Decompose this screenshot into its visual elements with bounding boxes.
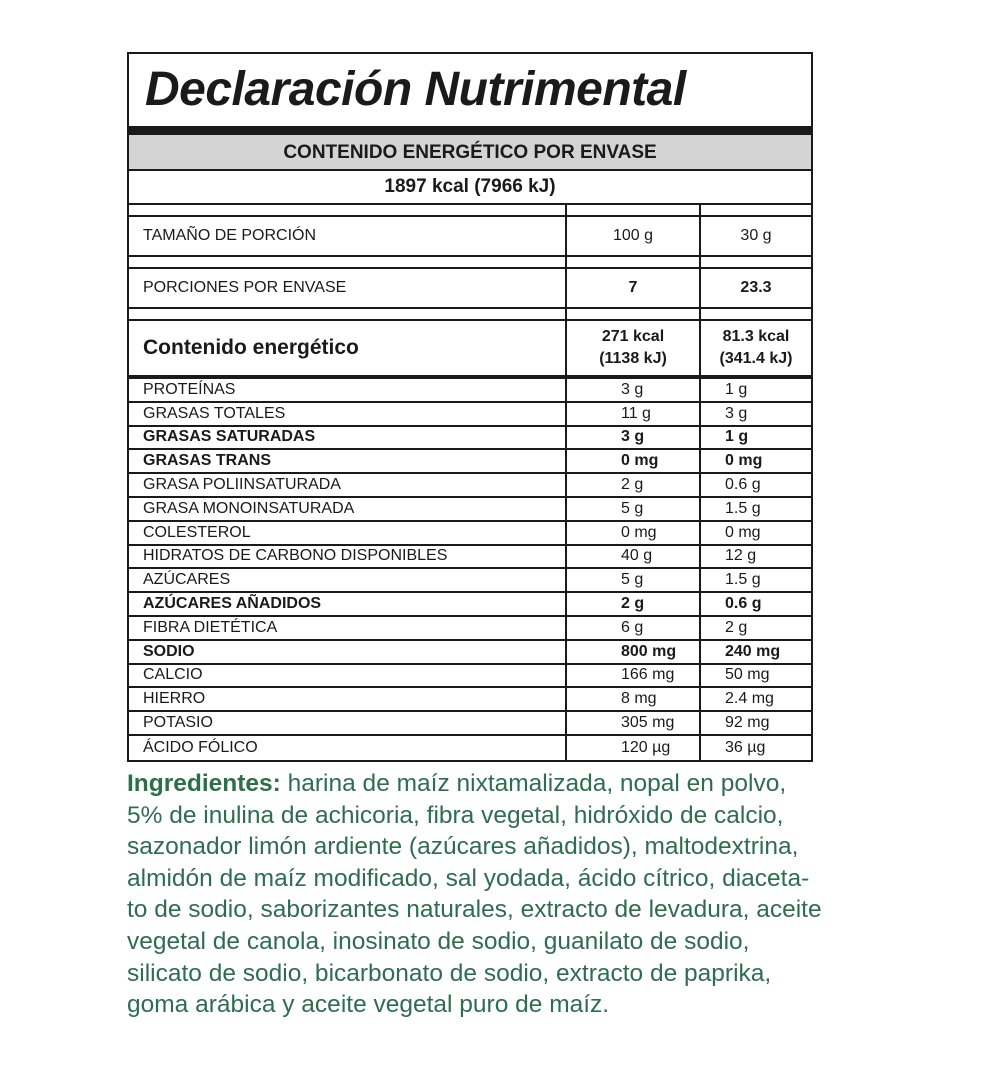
nutrient-value-col1-text: 305 mg	[621, 714, 675, 732]
nutrient-value-col2-text: 0 mg	[725, 523, 761, 541]
nutrient-name: AZÚCARES	[129, 569, 567, 591]
nutrient-value-col2-text: 12 g	[725, 547, 757, 565]
portions-col1: 7	[567, 269, 701, 307]
table-row	[129, 403, 811, 427]
nutrient-value-col2-text: 1.5 g	[725, 571, 761, 589]
nutrient-name: CALCIO	[129, 665, 567, 687]
nutrient-value-col2	[701, 450, 811, 472]
nutrient-value-col1-text: 166 mg	[621, 666, 675, 684]
label-title: Declaración Nutrimental	[129, 54, 811, 135]
table-spacer	[129, 257, 811, 269]
nutrient-value-col2-text: 1.5 g	[725, 499, 761, 517]
nutrient-value-col1	[567, 474, 701, 496]
table-row	[129, 593, 811, 617]
table-spacer	[129, 309, 811, 321]
nutrient-value-col1-text: 3 g	[621, 380, 644, 398]
nutrient-value-col1-text: 3 g	[621, 428, 645, 446]
nutrient-value-col2	[701, 593, 811, 615]
nutrient-name: PROTEÍNAS	[129, 379, 567, 401]
nutrient-value-col1-text: 40 g	[621, 547, 653, 565]
nutrient-name: FIBRA DIETÉTICA	[129, 617, 567, 639]
nutrient-value-col1-text: 2 g	[621, 476, 644, 494]
nutrient-value-col2-text: 36 µg	[725, 738, 766, 756]
energy-col2-kj: (341.4 kJ)	[719, 350, 793, 367]
nutrient-value-col1	[567, 688, 701, 710]
nutrient-rows	[129, 379, 811, 760]
nutrient-value-col1-text: 8 mg	[621, 690, 657, 708]
table-row	[129, 712, 811, 736]
nutrient-value-col2-text: 2.4 mg	[725, 690, 774, 708]
nutrient-value-col2-text: 3 g	[725, 404, 748, 422]
energy-col2	[701, 321, 811, 375]
nutrient-value-col2-text: 1 g	[725, 380, 748, 398]
nutrient-name: AZÚCARES AÑADIDOS	[129, 593, 567, 615]
nutrient-value-col1-text: 120 µg	[621, 738, 671, 756]
nutrient-value-col2-text: 240 mg	[725, 642, 781, 660]
portions-row	[129, 269, 811, 309]
energy-per-package-value: 1897 kcal (7966 kJ)	[129, 171, 811, 205]
nutrient-value-col2	[701, 546, 811, 568]
nutrient-value-col2	[701, 688, 811, 710]
table-row	[129, 617, 811, 641]
serving-size-label: TAMAÑO DE PORCIÓN	[129, 217, 567, 255]
nutrient-value-col2	[701, 736, 811, 760]
nutrient-value-col2	[701, 617, 811, 639]
nutrient-value-col2-text: 2 g	[725, 618, 748, 636]
nutrition-label	[127, 52, 813, 762]
nutrient-name: ÁCIDO FÓLICO	[129, 736, 567, 760]
table-row	[129, 736, 811, 760]
energy-row	[129, 321, 811, 379]
nutrient-value-col2	[701, 522, 811, 544]
nutrient-value-col2	[701, 498, 811, 520]
energy-col2-kcal: 81.3 kcal	[722, 328, 790, 345]
table-row	[129, 450, 811, 474]
nutrient-value-col1	[567, 427, 701, 449]
energy-col1-kj: (1138 kJ)	[599, 350, 667, 367]
nutrient-value-col2-text: 0 mg	[725, 452, 763, 470]
table-row	[129, 688, 811, 712]
nutrient-value-col1-text: 6 g	[621, 618, 644, 636]
nutrient-value-col1-text: 0 mg	[621, 523, 657, 541]
nutrient-name: POTASIO	[129, 712, 567, 734]
nutrient-value-col1	[567, 450, 701, 472]
nutrient-value-col1-text: 0 mg	[621, 452, 659, 470]
energy-col1	[567, 321, 701, 375]
ingredients-list: harina de maíz nixtamalizada, nopal en polvo, 5% de inulina de achicoria, fibra vegetal, hidróxido de calcio, sazonador limón ardiente (azúcares añadidos), maltodextrina, almidón de maíz modificado, sal yodada, ácido cítrico, diaceta- to de sodio, saborizantes naturales, extracto de levadura, aceite vegetal de canola, inosinato de sodio, guanilato de sodio, silicato de sodio, bicarbonato de sodio, extracto de paprika, goma arábica y aceite vegetal puro de maíz.	[127, 770, 822, 1019]
nutrient-name: SODIO	[129, 641, 567, 663]
nutrient-name: GRASA MONOINSATURADA	[129, 498, 567, 520]
portions-label: PORCIONES POR ENVASE	[129, 269, 567, 307]
nutrient-value-col2-text: 50 mg	[725, 666, 770, 684]
nutrition-table	[129, 205, 811, 760]
nutrient-value-col1-text: 800 mg	[621, 642, 677, 660]
table-row	[129, 379, 811, 403]
serving-size-col2: 30 g	[740, 227, 772, 244]
ingredients-label: Ingredientes:	[127, 770, 281, 797]
table-row	[129, 641, 811, 665]
table-row	[129, 546, 811, 570]
nutrient-name: GRASAS TOTALES	[129, 403, 567, 425]
nutrient-value-col1-text: 5 g	[621, 571, 644, 589]
nutrient-value-col2	[701, 427, 811, 449]
ingredients-text	[127, 768, 917, 1021]
nutrient-name: COLESTEROL	[129, 522, 567, 544]
energy-per-package-header: CONTENIDO ENERGÉTICO POR ENVASE	[129, 135, 811, 171]
table-row	[129, 498, 811, 522]
nutrient-value-col1	[567, 546, 701, 568]
nutrient-value-col1	[567, 593, 701, 615]
table-row	[129, 522, 811, 546]
nutrient-name: GRASAS TRANS	[129, 450, 567, 472]
energy-col1-kcal: 271 kcal	[601, 328, 665, 345]
nutrient-value-col1	[567, 712, 701, 734]
nutrient-value-col1	[567, 498, 701, 520]
nutrient-value-col2	[701, 712, 811, 734]
nutrient-name: HIDRATOS DE CARBONO DISPONIBLES	[129, 546, 567, 568]
nutrient-value-col1-text: 11 g	[621, 404, 651, 422]
nutrient-value-col2	[701, 403, 811, 425]
table-spacer	[129, 205, 811, 217]
nutrient-name: GRASAS SATURADAS	[129, 427, 567, 449]
nutrient-value-col1	[567, 403, 701, 425]
nutrient-value-col1	[567, 665, 701, 687]
nutrient-value-col1	[567, 569, 701, 591]
nutrient-value-col1	[567, 379, 701, 401]
portions-col2: 23.3	[740, 279, 772, 296]
energy-label: Contenido energético	[129, 321, 567, 375]
table-row	[129, 427, 811, 451]
nutrient-value-col2	[701, 641, 811, 663]
nutrient-value-col2-text: 92 mg	[725, 714, 770, 732]
serving-size-col1: 100 g	[567, 217, 701, 255]
nutrient-value-col2-text: 1 g	[725, 428, 749, 446]
nutrient-value-col1	[567, 641, 701, 663]
nutrient-value-col2	[701, 665, 811, 687]
serving-size-row	[129, 217, 811, 257]
nutrient-value-col1	[567, 736, 701, 760]
nutrient-value-col1-text: 5 g	[621, 499, 644, 517]
nutrient-value-col2	[701, 474, 811, 496]
table-row	[129, 665, 811, 689]
nutrient-value-col2-text: 0.6 g	[725, 476, 761, 494]
nutrient-value-col2-text: 0.6 g	[725, 595, 762, 613]
nutrient-value-col1-text: 2 g	[621, 595, 645, 613]
table-row	[129, 569, 811, 593]
nutrient-value-col1	[567, 522, 701, 544]
nutrient-value-col2	[701, 379, 811, 401]
nutrient-name: GRASA POLIINSATURADA	[129, 474, 567, 496]
nutrient-name: HIERRO	[129, 688, 567, 710]
table-row	[129, 474, 811, 498]
nutrient-value-col1	[567, 617, 701, 639]
nutrient-value-col2	[701, 569, 811, 591]
